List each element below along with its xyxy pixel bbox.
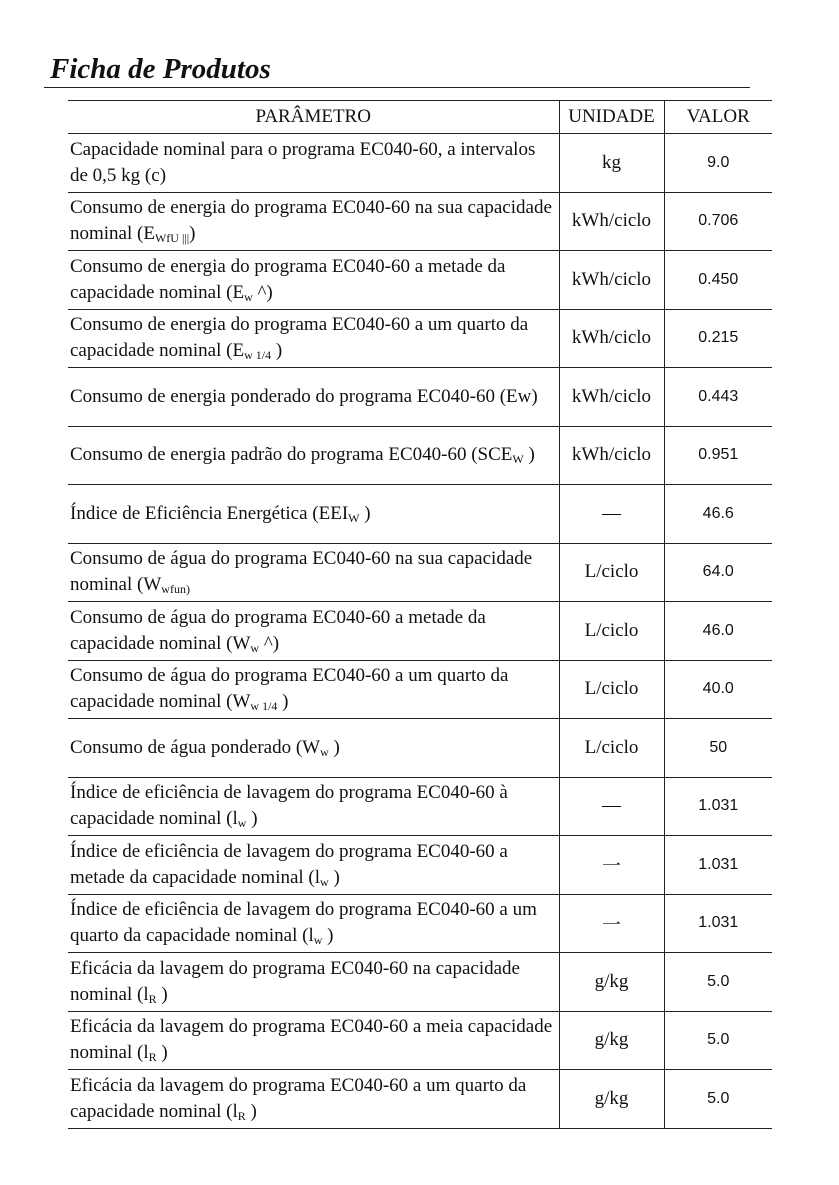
parameter-suffix: ) xyxy=(359,502,371,524)
parameter-subscript: w xyxy=(313,933,323,948)
parameter-text: Índice de Eficiência Energética (EEI xyxy=(70,502,349,524)
parameter-cell xyxy=(68,309,559,368)
value-cell: 0.706 xyxy=(664,192,772,251)
table-row xyxy=(68,485,772,544)
table-header-row xyxy=(68,101,772,134)
value-cell: 1.031 xyxy=(664,777,772,836)
parameter-cell xyxy=(68,953,559,1012)
parameter-text: Eficácia da lavagem do programa EC040-60 a meia capacidade nominal (l xyxy=(70,1016,553,1064)
parameter-suffix: ) xyxy=(271,340,283,362)
parameter-suffix: ) xyxy=(156,1042,168,1064)
value-cell: 0.443 xyxy=(664,368,772,427)
table-row xyxy=(68,543,772,602)
parameter-suffix: ) xyxy=(322,925,334,947)
unit-cell: L/ciclo xyxy=(559,543,664,602)
parameter-subscript: WfU ||| xyxy=(154,231,190,246)
parameter-cell xyxy=(68,134,559,193)
parameter-suffix: ^) xyxy=(259,632,280,654)
value-cell: 64.0 xyxy=(664,543,772,602)
parameter-text: Eficácia da lavagem do programa EC040-60 a um quarto da capacidade nominal (l xyxy=(70,1074,527,1122)
parameter-suffix: ) xyxy=(245,1100,257,1122)
header-parameter: PARÂMETRO xyxy=(68,101,559,134)
value-cell: 46.0 xyxy=(664,602,772,661)
parameter-cell xyxy=(68,368,559,427)
table-row xyxy=(68,719,772,778)
table-row xyxy=(68,134,772,193)
parameter-suffix: ) xyxy=(328,736,340,758)
value-cell: 9.0 xyxy=(664,134,772,193)
parameter-cell xyxy=(68,426,559,485)
parameter-cell xyxy=(68,251,559,310)
value-cell: 1.031 xyxy=(664,836,772,895)
parameter-text: Consumo de energia padrão do programa EC040-60 (SCE xyxy=(70,444,513,466)
value-cell: 5.0 xyxy=(664,953,772,1012)
table-row xyxy=(68,368,772,427)
unit-cell: kg xyxy=(559,134,664,193)
parameter-cell xyxy=(68,543,559,602)
unit-cell: 一 xyxy=(559,894,664,953)
table-row xyxy=(68,894,772,953)
parameter-cell xyxy=(68,602,559,661)
parameter-text: Eficácia da lavagem do programa EC040-60 na capacidade nominal (l xyxy=(70,957,520,1005)
parameter-cell xyxy=(68,836,559,895)
table-row xyxy=(68,251,772,310)
parameter-subscript: wfun) xyxy=(161,582,190,597)
parameter-text: Consumo de água do programa EC040-60 a um quarto da capacidade nominal (W xyxy=(70,665,509,713)
header-unit: UNIDADE xyxy=(559,101,664,134)
parameter-cell xyxy=(68,1070,559,1129)
unit-cell: 一 xyxy=(559,836,664,895)
unit-cell: — xyxy=(559,485,664,544)
parameter-text: Consumo de energia ponderado do programa EC040-60 (Ew) xyxy=(70,385,538,407)
parameter-text: Consumo de energia do programa EC040-60 na sua capacidade nominal (E xyxy=(70,197,552,245)
table-row xyxy=(68,426,772,485)
parameter-subscript: w xyxy=(237,816,247,831)
value-cell: 1.031 xyxy=(664,894,772,953)
parameter-subscript: w 1/4 xyxy=(244,348,272,363)
parameter-suffix: ) xyxy=(156,983,168,1005)
unit-cell: L/ciclo xyxy=(559,660,664,719)
header-value: VALOR xyxy=(664,101,772,134)
value-cell: 5.0 xyxy=(664,1070,772,1129)
unit-cell: kWh/ciclo xyxy=(559,192,664,251)
parameter-subscript: W xyxy=(512,452,524,467)
parameter-text: Índice de eficiência de lavagem do programa EC040-60 a metade da capacidade nominal (l xyxy=(70,840,508,888)
table-row xyxy=(68,836,772,895)
table-row xyxy=(68,777,772,836)
value-cell: 0.450 xyxy=(664,251,772,310)
parameter-cell xyxy=(68,485,559,544)
unit-cell: L/ciclo xyxy=(559,719,664,778)
unit-cell: g/kg xyxy=(559,1011,664,1070)
parameter-text: Consumo de água do programa EC040-60 na sua capacidade nominal (W xyxy=(70,548,533,596)
parameter-text: Consumo de energia do programa EC040-60 a um quarto da capacidade nominal (E xyxy=(70,314,529,362)
title-divider xyxy=(44,87,750,88)
table-row xyxy=(68,309,772,368)
parameter-subscript: R xyxy=(237,1108,246,1123)
parameter-suffix: ) xyxy=(277,691,289,713)
parameter-text: Consumo de água ponderado (W xyxy=(70,736,321,758)
parameter-cell xyxy=(68,894,559,953)
value-cell: 46.6 xyxy=(664,485,772,544)
table-row xyxy=(68,1070,772,1129)
parameter-subscript: R xyxy=(148,1050,157,1065)
unit-cell: kWh/ciclo xyxy=(559,309,664,368)
parameter-text: Índice de eficiência de lavagem do programa EC040-60 a um quarto da capacidade nominal (l xyxy=(70,899,537,947)
parameter-subscript: W xyxy=(348,510,360,525)
parameter-subscript: w xyxy=(320,874,329,889)
value-cell: 40.0 xyxy=(664,660,772,719)
parameter-cell xyxy=(68,660,559,719)
parameter-text: Consumo de água do programa EC040-60 a metade da capacidade nominal (W xyxy=(70,606,486,654)
product-sheet-table xyxy=(68,100,772,1129)
parameter-suffix: ^) xyxy=(252,281,273,303)
table-row xyxy=(68,602,772,661)
value-cell: 5.0 xyxy=(664,1011,772,1070)
unit-cell: kWh/ciclo xyxy=(559,368,664,427)
unit-cell: L/ciclo xyxy=(559,602,664,661)
page-title: Ficha de Produtos xyxy=(50,53,271,85)
unit-cell: g/kg xyxy=(559,1070,664,1129)
parameter-text: Capacidade nominal para o programa EC040-60, a intervalos de 0,5 kg (c) xyxy=(70,138,536,186)
parameter-cell xyxy=(68,192,559,251)
parameter-suffix: ) xyxy=(189,223,196,245)
parameter-subscript: w xyxy=(250,640,260,655)
parameter-text: Consumo de energia do programa EC040-60 a metade da capacidade nominal (E xyxy=(70,255,506,303)
parameter-suffix: ) xyxy=(246,808,258,830)
parameter-subscript: w 1/4 xyxy=(250,699,278,714)
value-cell: 0.951 xyxy=(664,426,772,485)
parameter-suffix: ) xyxy=(328,866,340,888)
table-row xyxy=(68,192,772,251)
parameter-subscript: w xyxy=(320,744,329,759)
parameter-suffix: ) xyxy=(523,444,535,466)
value-cell: 0.215 xyxy=(664,309,772,368)
unit-cell: kWh/ciclo xyxy=(559,426,664,485)
table-row xyxy=(68,1011,772,1070)
parameter-cell xyxy=(68,719,559,778)
parameter-subscript: w xyxy=(244,289,253,304)
value-cell: 50 xyxy=(664,719,772,778)
table-row xyxy=(68,953,772,1012)
parameter-text: Índice de eficiência de lavagem do programa EC040-60 à capacidade nominal (l xyxy=(70,782,508,830)
parameter-cell xyxy=(68,777,559,836)
unit-cell: — xyxy=(559,777,664,836)
unit-cell: kWh/ciclo xyxy=(559,251,664,310)
parameter-subscript: R xyxy=(148,991,157,1006)
unit-cell: g/kg xyxy=(559,953,664,1012)
parameter-cell xyxy=(68,1011,559,1070)
table-row xyxy=(68,660,772,719)
